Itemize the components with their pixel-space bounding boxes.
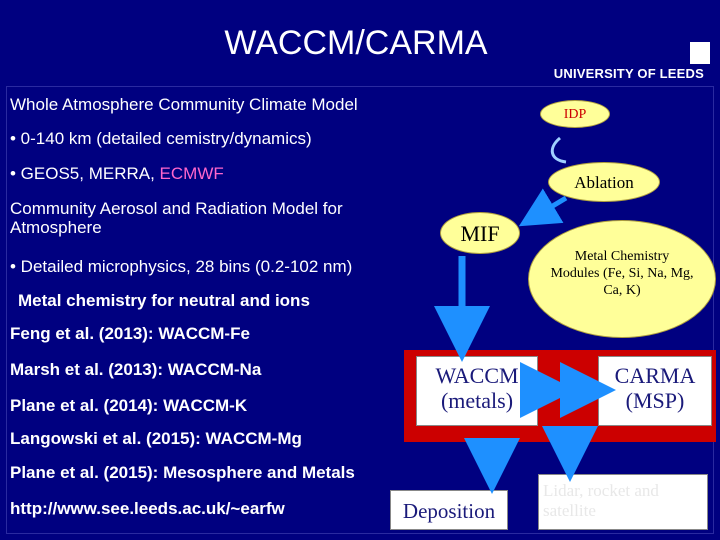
reference-feng: Feng et al. (2013): WACCM-Fe (10, 324, 250, 343)
lidar-box: Lidar, rocket and satellite (538, 474, 708, 530)
reference-langowski: Langowski et al. (2015): WACCM-Mg (10, 429, 302, 448)
ablation-to-mif-arrow (536, 198, 566, 216)
idp-to-ablation-arrow (552, 138, 566, 162)
reference-marsh: Marsh et al. (2013): WACCM-Na (10, 360, 262, 379)
metal-chemistry-bubble: Metal Chemistry Modules (Fe, Si, Na, Mg, Ca, K) (528, 220, 716, 338)
url-link[interactable]: http://www.see.leeds.ac.uk/~earfw (10, 499, 285, 518)
bullet-reanalysis: • GEOS5, MERRA, ECMWF (10, 164, 224, 183)
carma-label: CARMA (614, 363, 696, 388)
bullet-metal-chemistry: Metal chemistry for neutral and ions (18, 291, 310, 310)
carma-heading: Community Aerosol and Radiation Model for Atmosphere (10, 199, 343, 237)
university-logo: UNIVERSITY OF LEEDS (553, 66, 704, 81)
carma-sublabel: (MSP) (625, 388, 685, 414)
deposition-box: Deposition (390, 490, 508, 530)
bullet-microphysics: • Detailed microphysics, 28 bins (0.2-102 nm) (10, 257, 353, 276)
ecmwf-highlight: ECMWF (159, 164, 224, 183)
reference-plane-2015: Plane et al. (2015): Mesosphere and Metals (10, 463, 355, 482)
waccm-sublabel: (metals) (440, 388, 514, 414)
waccm-label: WACCM (435, 363, 519, 388)
waccm-heading: Whole Atmosphere Community Climate Model (10, 95, 358, 114)
reference-plane-2014: Plane et al. (2014): WACCM-K (10, 396, 248, 415)
idp-bubble: IDP (540, 100, 610, 128)
bullet-altitude: • 0-140 km (detailed cemistry/dynamics) (10, 129, 312, 148)
mif-bubble: MIF (440, 212, 520, 254)
slide-title: WACCM/CARMA (224, 24, 488, 62)
ablation-bubble: Ablation (548, 162, 660, 202)
